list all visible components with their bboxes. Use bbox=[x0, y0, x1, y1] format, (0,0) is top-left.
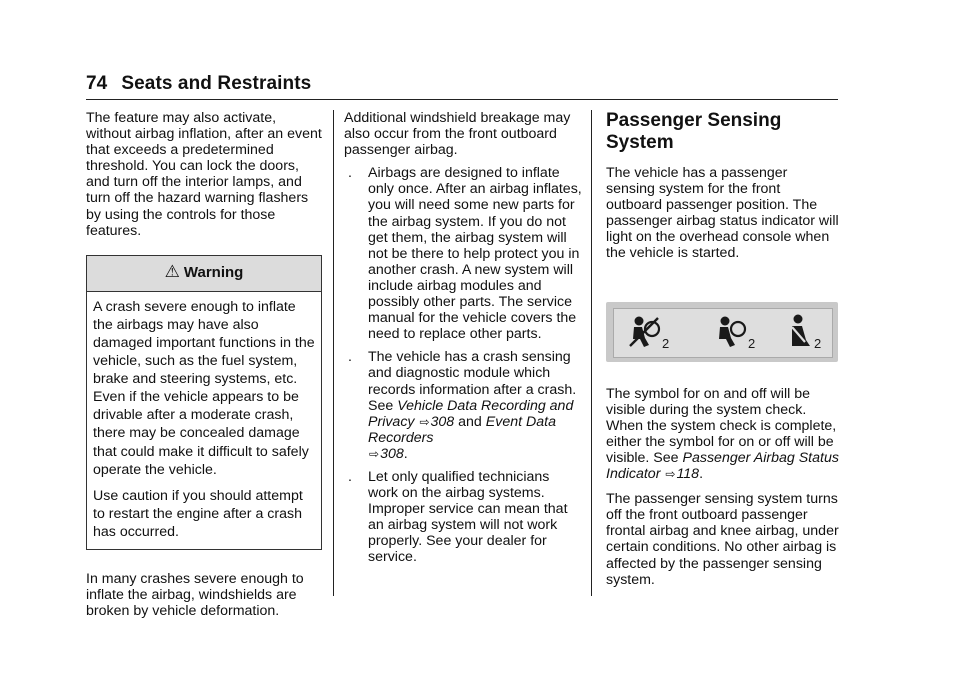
warning-paragraph: Use caution if you should attempt to restart the engine after a crash has occurred. bbox=[93, 487, 303, 540]
page-reference[interactable]: 308 bbox=[380, 445, 404, 462]
indicator-label: 2 bbox=[814, 335, 822, 351]
header-rule bbox=[86, 99, 838, 100]
list-item bbox=[344, 165, 582, 342]
list-item-text-part: The vehicle has a crash sensing and diagnostic module which records information after a crash. See bbox=[368, 349, 577, 414]
list-item bbox=[344, 469, 582, 566]
warning-title: Warning bbox=[183, 264, 244, 282]
airbag-on-icon bbox=[719, 316, 745, 347]
list-item-text: Airbags are designed to inflate only once. After an airbag inflates, you will need some new parts for the airbag system. If you do not get them, the airbag system will not be there to help protect you in another crash. A new system will include airbag modules and possibly other parts. The service manual for the vehicle covers the need to replace other parts. bbox=[368, 165, 582, 343]
page-reference[interactable]: 118 bbox=[676, 466, 700, 483]
column-3 bbox=[606, 110, 840, 588]
page-reference[interactable]: 308 bbox=[430, 413, 455, 430]
warning-box bbox=[86, 255, 322, 550]
list-item bbox=[344, 349, 582, 462]
passenger-airbag-indicator-image bbox=[606, 302, 838, 362]
page-arrow-icon: ⇨ bbox=[419, 414, 430, 429]
intro-paragraph: Additional windshield breakage may also occur from the front outboard passenger airbag. bbox=[344, 110, 571, 159]
paragraph: The vehicle has a passenger sensing system for the front outboard passenger position. The passenger airbag status indicator will light on the overhead console when the vehicle is started. bbox=[606, 165, 839, 262]
column-divider bbox=[591, 110, 592, 596]
page-arrow-icon: ⇨ bbox=[369, 446, 380, 461]
bullet: . bbox=[348, 468, 352, 485]
indicator-label: 2 bbox=[748, 335, 756, 351]
indicator-label: 2 bbox=[662, 335, 670, 351]
bullet: . bbox=[348, 165, 352, 182]
seatbelt-icon bbox=[792, 314, 810, 346]
section-heading bbox=[606, 110, 840, 154]
list-item-text: Let only qualified technicians work on the airbag systems. Improper service can mean that an airbag system will not work properly. See your dealer for service. bbox=[368, 468, 568, 566]
warning-body bbox=[87, 292, 321, 549]
intro-paragraph: The feature may also activate, without airbag inflation, after an event that exceeds a predetermined threshold. You can lock the doors, and turn off the interior lamps, and turn off the hazard warning flashers by using the controls for those features. bbox=[86, 110, 322, 239]
page-number: 74 bbox=[86, 73, 108, 94]
paragraph: The passenger sensing system turns off the front outboard passenger frontal airbag and knee airbag, under certain conditions. No other airbag is affected by the passenger sensing system. bbox=[606, 491, 839, 588]
warning-paragraph: A crash severe enough to inflate the airbags may have also damaged important functions in the vehicle, such as the fuel system, brake and steering systems, etc. Even if the vehicle appears to be drivable after a moderate crash, there may be concealed damage that could make it difficult to safely operate the vehicle. bbox=[93, 298, 315, 478]
cross-reference-link[interactable]: Vehicle Data Recording and Privacy bbox=[368, 397, 574, 430]
page-arrow-icon: ⇨ bbox=[665, 467, 676, 482]
outro-paragraph: In many crashes severe enough to inflate the airbag, windshields are broken by vehicle deformation. bbox=[86, 570, 304, 620]
column-1 bbox=[86, 110, 322, 619]
bullet: . bbox=[348, 349, 352, 366]
page-header bbox=[86, 73, 311, 95]
indicator-symbols bbox=[606, 302, 838, 362]
paragraph: The symbol for on and off will be visible during the system check. When the system check is complete, either the symbol for on or off will be visible. See Passenger Airbag Status Indicator ⇨118. bbox=[606, 385, 839, 483]
paragraph-text: The symbol for on and off will be visible during the system check. When the system check is complete, either the symbol for on or off will be visible. See bbox=[606, 385, 837, 466]
column-divider bbox=[333, 110, 334, 596]
section-heading-line: Passenger Sensing bbox=[606, 110, 782, 131]
list-item-text: The vehicle has a crash sensing and diagnostic module which records information after a crash. See Vehicle Data Recording and Privacy ⇨308 and Event Data Recorders ⇨308. bbox=[368, 349, 577, 462]
cross-reference-link[interactable]: Event Data Recorders bbox=[368, 413, 556, 446]
warning-icon: ⚠ bbox=[164, 262, 180, 282]
conjunction: and bbox=[458, 413, 482, 430]
cross-reference-link[interactable]: Passenger Airbag Status Indicator bbox=[606, 449, 839, 483]
warning-header bbox=[87, 256, 321, 292]
airbag-off-icon bbox=[630, 316, 659, 347]
section-title: Seats and Restraints bbox=[121, 73, 312, 94]
section-heading-line: System bbox=[606, 132, 674, 153]
column-2 bbox=[344, 110, 582, 566]
